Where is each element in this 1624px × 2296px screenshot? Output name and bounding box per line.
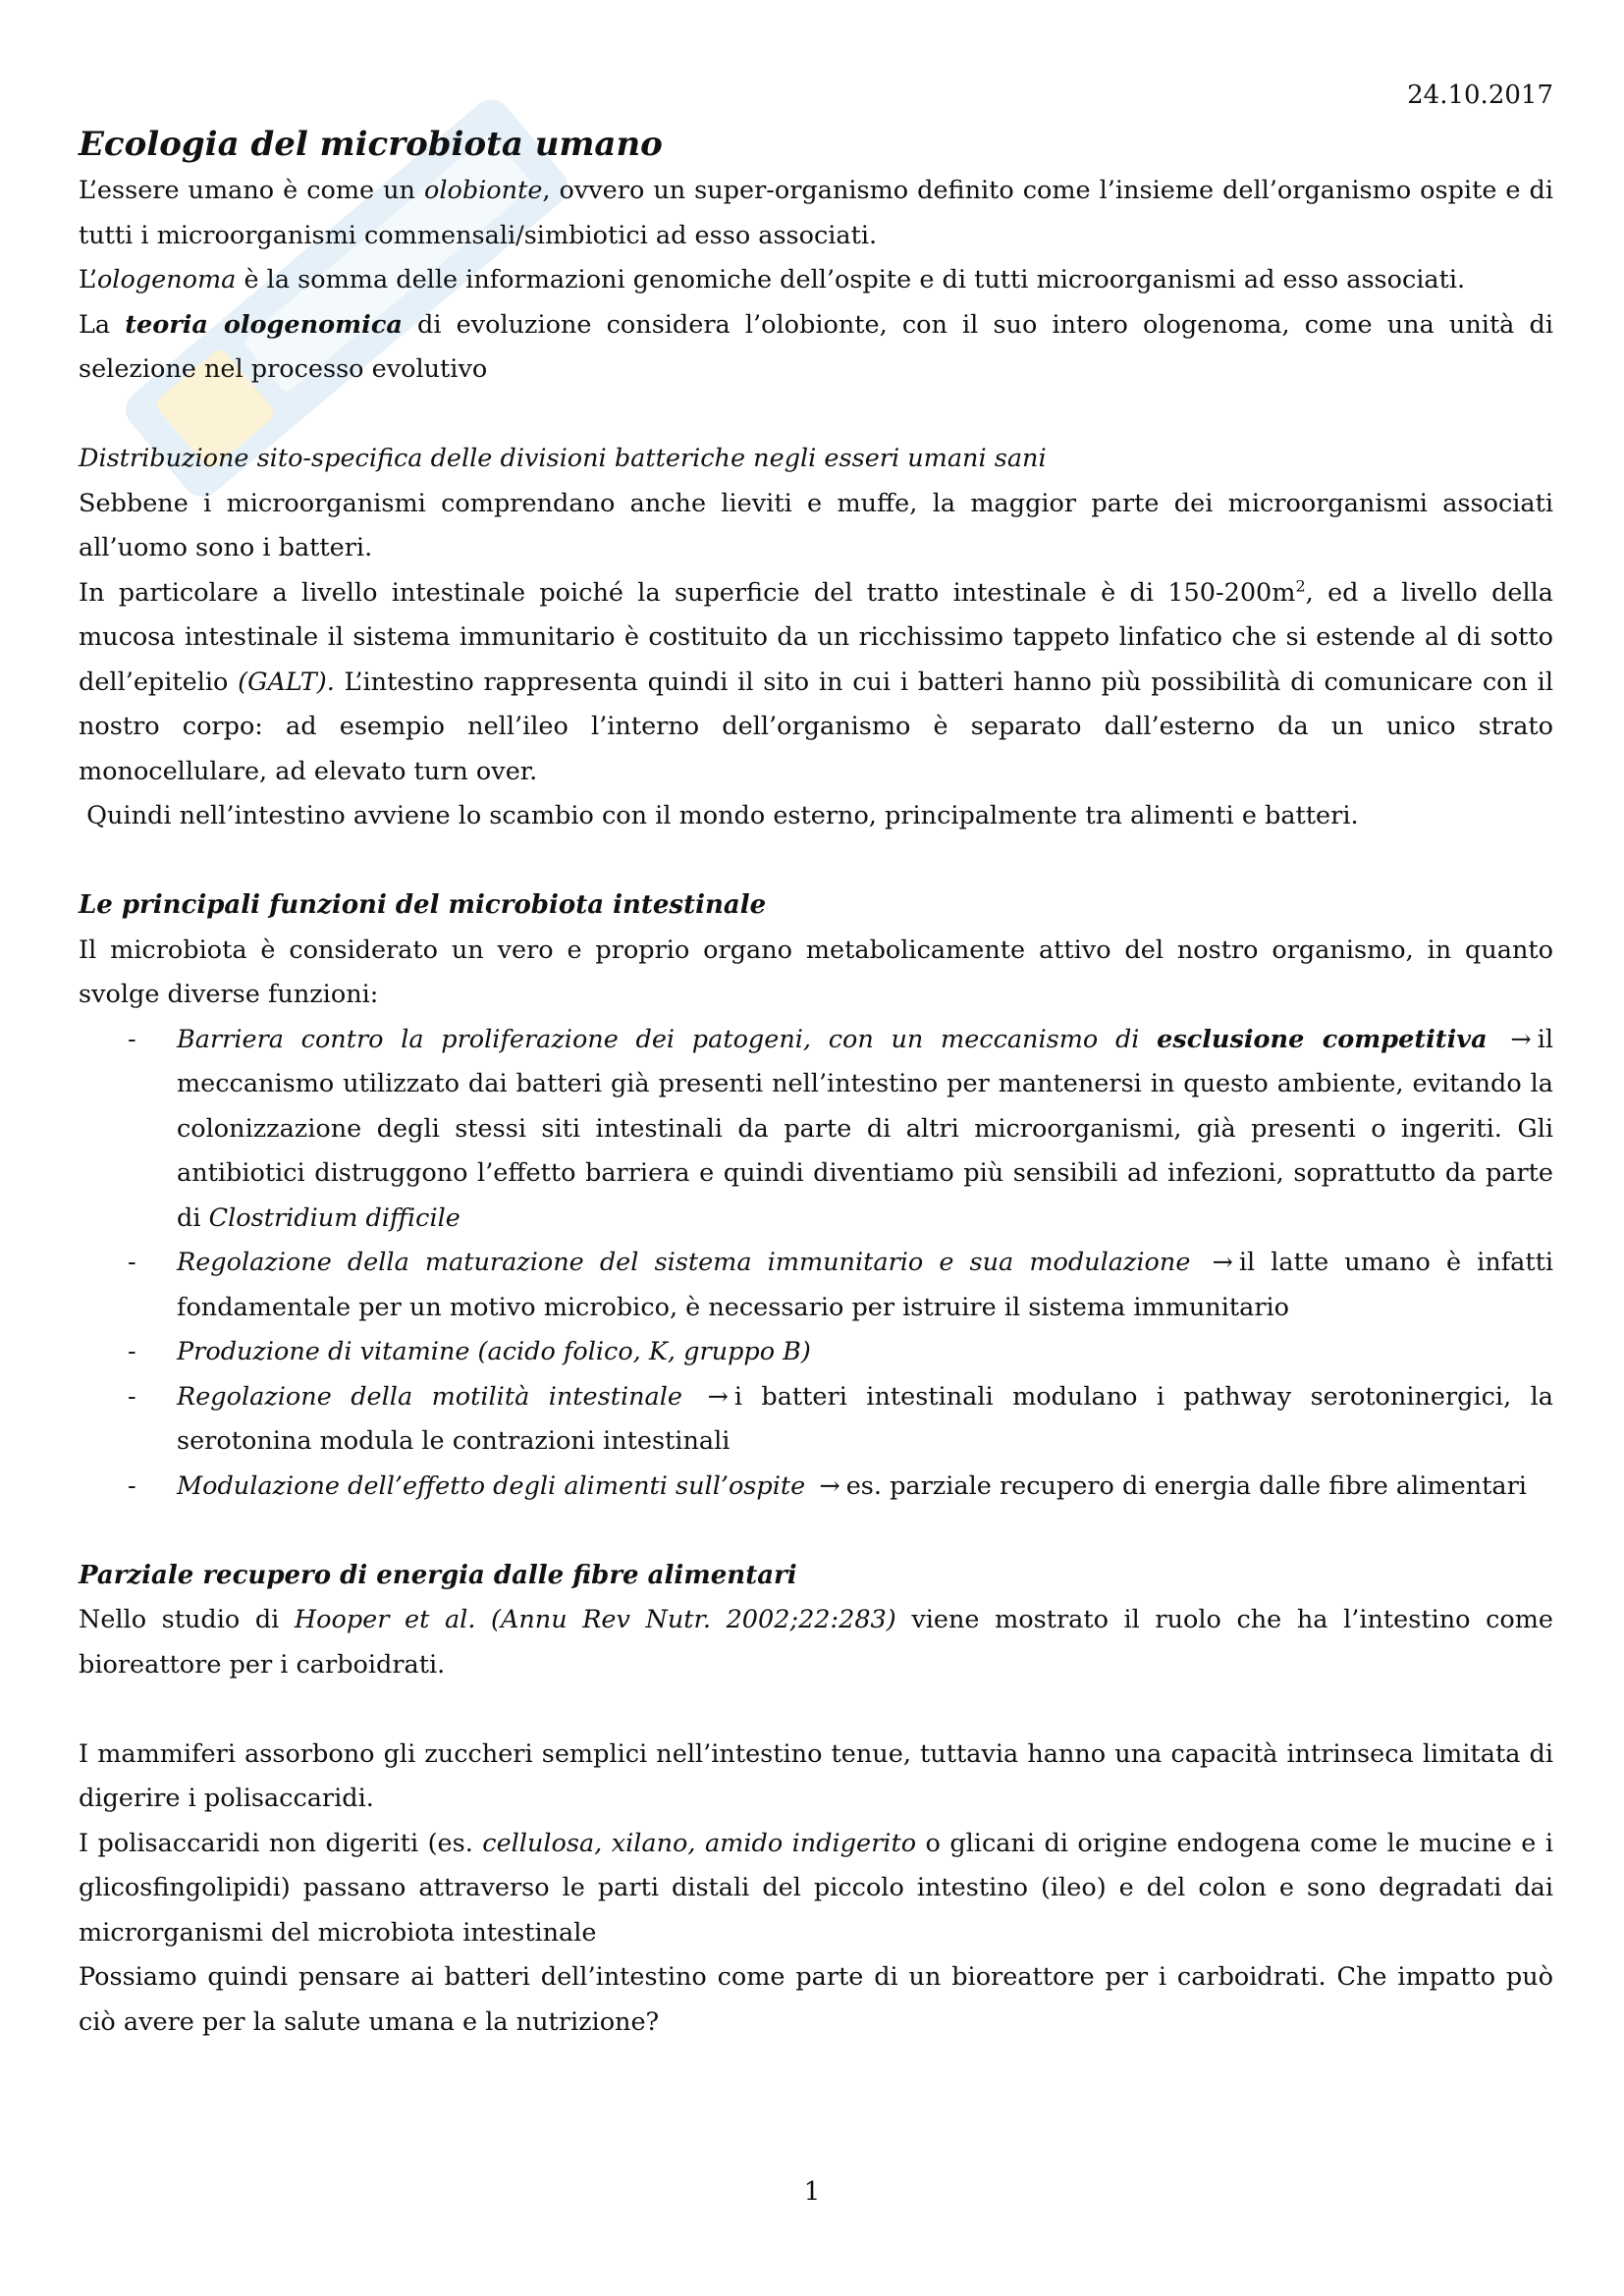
arrow-icon: → — [707, 1381, 729, 1412]
page-title: Ecologia del microbiota umano — [79, 125, 663, 164]
arrow-icon: → — [1510, 1024, 1532, 1054]
list-item: - Produzione di vitamine (acido folico, K, gruppo B) — [128, 1337, 811, 1366]
page-number: 1 — [803, 2177, 821, 2207]
functions-list — [79, 1018, 1553, 1510]
arrow-icon: → — [1212, 1248, 1233, 1277]
paragraph-polisaccaridi: I polisaccaridi non digeriti (es. cellulosa, xilano, amido indigerito o glicani di origine endogena come le mucine e i glicosfingolipidi) passano attraverso le parti distali del piccolo intestino (ileo) e del colon e sono degradati dai microrganismi del microbiota intestinale — [79, 1828, 1553, 1948]
list-item: - Regolazione della maturazione del sistema immunitario e sua modulazione → il latte umano è infatti fondamentale per un motivo microbico, è necessario per istruire il sistema immunitario — [79, 1241, 1553, 1330]
paragraph-microorganismi: Sebbene i microorganismi comprendano anche lieviti e muffe, la maggior parte dei microorganismi associati all’uomo sono i batteri. — [79, 488, 1553, 562]
list-item: - Modulazione dell’effetto degli alimenti sull’ospite → es. parziale recupero di energia dalle fibre alimentari — [79, 1465, 1553, 1510]
paragraph-funzioni-intro: Il microbiota è considerato un vero e proprio organo metabolicamente attivo del nostro organismo, in quanto svolge diverse funzioni: — [79, 934, 1553, 1009]
paragraph-mammiferi: I mammiferi assorbono gli zuccheri semplici nell’intestino tenue, tuttavia hanno una capacità intrinseca limitata di digerire i polisaccaridi. — [79, 1738, 1553, 1813]
paragraph-bioreattore: Possiamo quindi pensare ai batteri dell’intestino come parte di un bioreattore per i carboidrati. Che impatto può ciò avere per la salute umana e la nutrizione? — [79, 1962, 1553, 2037]
document-date: 24.10.2017 — [1407, 80, 1553, 110]
paragraph-intestinale: In particolare a livello intestinale poiché la superficie del tratto intestinale è di $150-200m^2$, ed a livello della mucosa intestinale il sistema immunitario è costituito da un ricchissimo tappeto linfatico che si estende al di sotto dell’epitelio (GALT). L’intestino rappresenta quindi il sito in cui i batteri hanno più possibilità di comunicare con il nostro corpo: ad esempio nell’ileo l’interno dell’organismo è separato dall’esterno da un unico strato monocellulare, ad elevato turn over. — [79, 576, 1553, 786]
spacer — [79, 839, 1553, 884]
paragraph-scambio: Quindi nell’intestino avviene lo scambio con il mondo esterno, principalmente tra alimenti e batteri. — [79, 801, 1359, 830]
intro-paragraph-teoria: La teoria ologenomica di evoluzione considera l’olobionte, con il suo intero ologenoma, come una unità di selezione nel processo evolutivo — [79, 309, 1554, 384]
section-heading-distribuzione: Distribuzione sito-specifica delle divisioni batteriche negli esseri umani sani — [79, 444, 1047, 473]
section-heading-recupero: Parziale recupero di energia dalle fibre alimentari — [79, 1560, 797, 1590]
spacer — [79, 393, 1553, 438]
spacer — [79, 1687, 1553, 1733]
arrow-icon: → — [819, 1470, 840, 1501]
intro-paragraph-ologenoma: L’ologenoma è la somma delle informazioni genomiche dell’ospite e di tutti microorganismi ad esso associati. — [79, 265, 1466, 294]
paragraph-hooper: Nello studio di Hooper et al. (Annu Rev Nutr. 2002;22:283) viene mostrato il ruolo che ha l’intestino come bioreattore per i carboidrati. — [79, 1605, 1554, 1680]
spacer — [79, 1509, 1553, 1554]
section-heading-funzioni: Le principali funzioni del microbiota intestinale — [79, 890, 767, 920]
document-body — [79, 120, 1553, 2045]
list-item: - Regolazione della motilità intestinale → i batteri intestinali modulano i pathway serotoninergici, la serotonina modula le contrazioni intestinali — [79, 1375, 1553, 1465]
list-item: - Barriera contro la proliferazione dei patogeni, con un meccanismo di esclusione competitiva → il meccanismo utilizzato dai batteri già presenti nell’intestino per mantenersi in questo ambiente, evitando la colonizzazione degli stessi siti intestinali da parte di altri microorganismi, già presenti o ingeriti. Gli antibiotici distruggono l’effetto barriera e quindi diventiamo più sensibili ad infezioni, soprattutto da parte di Clostridium difficile — [79, 1018, 1553, 1242]
intro-paragraph-olobionte: L’essere umano è come un olobionte, ovvero un super-organismo definito come l’insieme dell’organismo ospite e di tutti i microorganismi commensali/simbiotici ad esso associati. — [79, 176, 1553, 250]
